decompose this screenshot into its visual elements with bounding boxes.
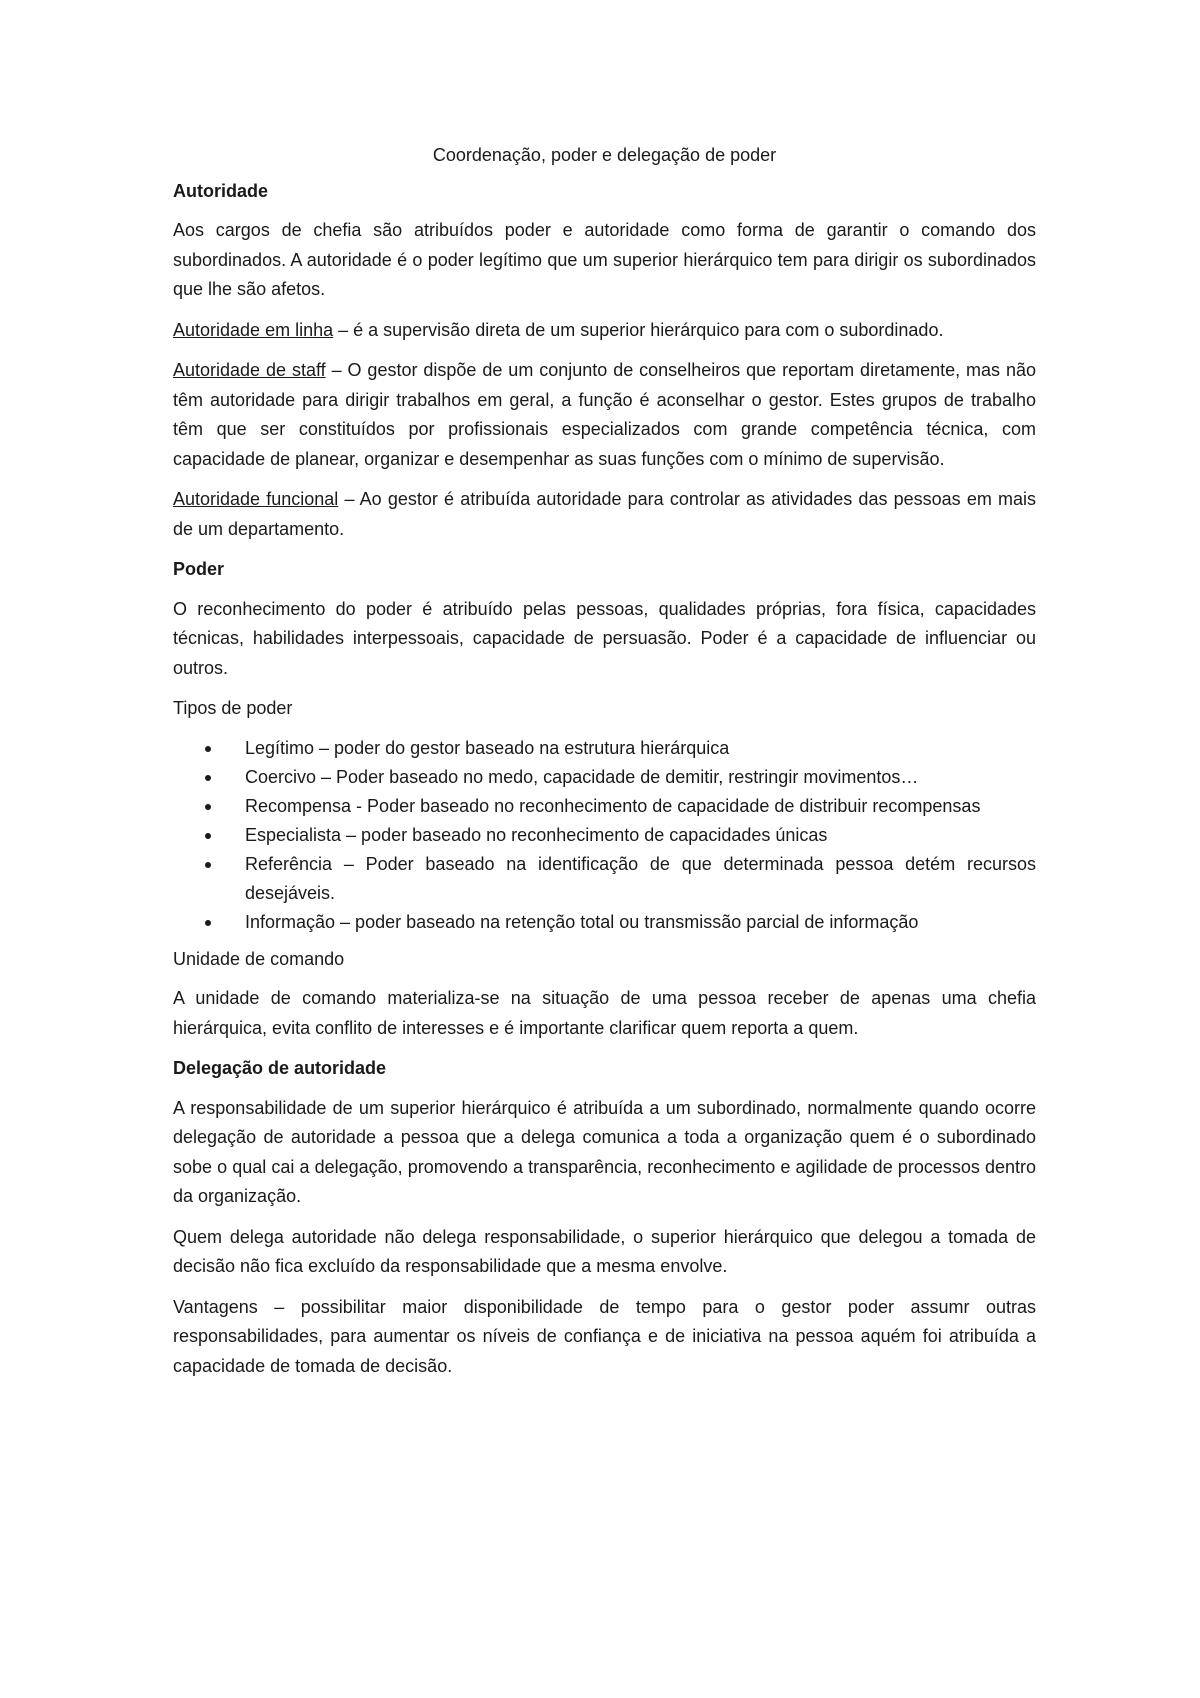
- paragraph-autoridade-staff: [173, 356, 1036, 474]
- label-tipos-de-poder: Tipos de poder: [173, 698, 293, 718]
- list-item: [173, 792, 1036, 821]
- paragraph-unidade-de-comando: A unidade de comando materializa-se na situação de uma pessoa receber de apenas uma chefia hierárquica, evita conflito de interesses e é importante clarificar quem reporta a quem.: [173, 988, 1036, 1038]
- list-item: [173, 908, 1036, 937]
- text-autoridade-staff: – O gestor dispõe de um conjunto de conselheiros que reportam diretamente, mas não têm autoridade para dirigir trabalhos em geral, a função é aconselhar o gestor. Estes grupos de trabalho têm que ser constituídos por profissionais especializados com grande competência técnica, com capacidade de planear, organizar e desempenhar as suas funções com o mínimo de supervisão.: [173, 360, 1037, 469]
- heading-poder: Poder: [173, 559, 225, 579]
- bullet-icon: [205, 920, 211, 926]
- document-title: Coordenação, poder e delegação de poder: [432, 145, 777, 165]
- term-autoridade-staff: Autoridade de staff: [173, 360, 326, 380]
- text-autoridade-linha: – é a supervisão direta de um superior hierárquico para com o subordinado.: [333, 319, 944, 340]
- bullet-icon: [205, 804, 211, 810]
- bullet-icon: [205, 746, 211, 752]
- label-unidade-de-comando: Unidade de comando: [173, 948, 345, 969]
- paragraph-delegacao-2: Quem delega autoridade não delega responsabilidade, o superior hierárquico que delegou a tomada de decisão não fica excluído da responsabilidade que a mesma envolve.: [173, 1226, 1036, 1276]
- bullet-icon: [205, 775, 211, 781]
- list-item-text: Informação – poder baseado na retenção total ou transmissão parcial de informação: [245, 911, 919, 932]
- list-item: [173, 821, 1036, 850]
- paragraph-autoridade-intro: Aos cargos de chefia são atribuídos poder e autoridade como forma de garantir o comando dos subordinados. A autoridade é o poder legítimo que um superior hierárquico tem para dirigir os subordinados que lhe são afetos.: [173, 220, 1036, 299]
- text-autoridade-funcional: – Ao gestor é atribuída autoridade para controlar as atividades das pessoas em mais de um departamento.: [173, 489, 1036, 539]
- list-item-text: Legítimo – poder do gestor baseado na estrutura hierárquica: [245, 737, 730, 758]
- heading-delegacao: Delegação de autoridade: [173, 1058, 387, 1078]
- list-item-text: Especialista – poder baseado no reconhecimento de capacidades únicas: [245, 824, 828, 845]
- list-item-text: Coercivo – Poder baseado no medo, capacidade de demitir, restringir movimentos…: [245, 766, 919, 787]
- paragraph-autoridade-linha: [173, 316, 1036, 346]
- bullet-icon: [205, 833, 211, 839]
- paragraph-autoridade-funcional: [173, 485, 1036, 544]
- list-item-text: Recompensa - Poder baseado no reconhecimento de capacidade de distribuir recompensas: [245, 795, 981, 816]
- paragraph-poder-intro: O reconhecimento do poder é atribuído pelas pessoas, qualidades próprias, fora física, capacidades técnicas, habilidades interpessoais, capacidade de persuasão. Poder é a capacidade de influenciar ou outros.: [173, 598, 1036, 678]
- term-autoridade-linha: Autoridade em linha: [173, 319, 334, 340]
- list-item-text: Referência – Poder baseado na identificação de que determinada pessoa detém recursos desejáveis.: [245, 853, 1036, 903]
- paragraph-delegacao-1: A responsabilidade de um superior hierárquico é atribuída a um subordinado, normalmente quando ocorre delegação de autoridade a pessoa que a delega comunica a toda a organização quem é o subordinado sobe o qual cai a delegação, promovendo a transparência, reconhecimento e agilidade de processos dentro da organização.: [173, 1097, 1036, 1206]
- bullet-icon: [205, 862, 211, 868]
- term-autoridade-funcional: Autoridade funcional: [173, 489, 339, 509]
- list-tipos-de-poder: [173, 734, 1036, 937]
- list-item: [173, 763, 1036, 792]
- list-item: [173, 850, 1036, 908]
- paragraph-delegacao-3: Vantagens – possibilitar maior disponibilidade de tempo para o gestor poder assumr outras responsabilidades, para aumentar os níveis de confiança e de iniciativa na pessoa aquém foi atribuída a capacidade de tomada de decisão.: [173, 1296, 1036, 1376]
- heading-autoridade: Autoridade: [173, 180, 269, 201]
- list-item: [173, 734, 1036, 763]
